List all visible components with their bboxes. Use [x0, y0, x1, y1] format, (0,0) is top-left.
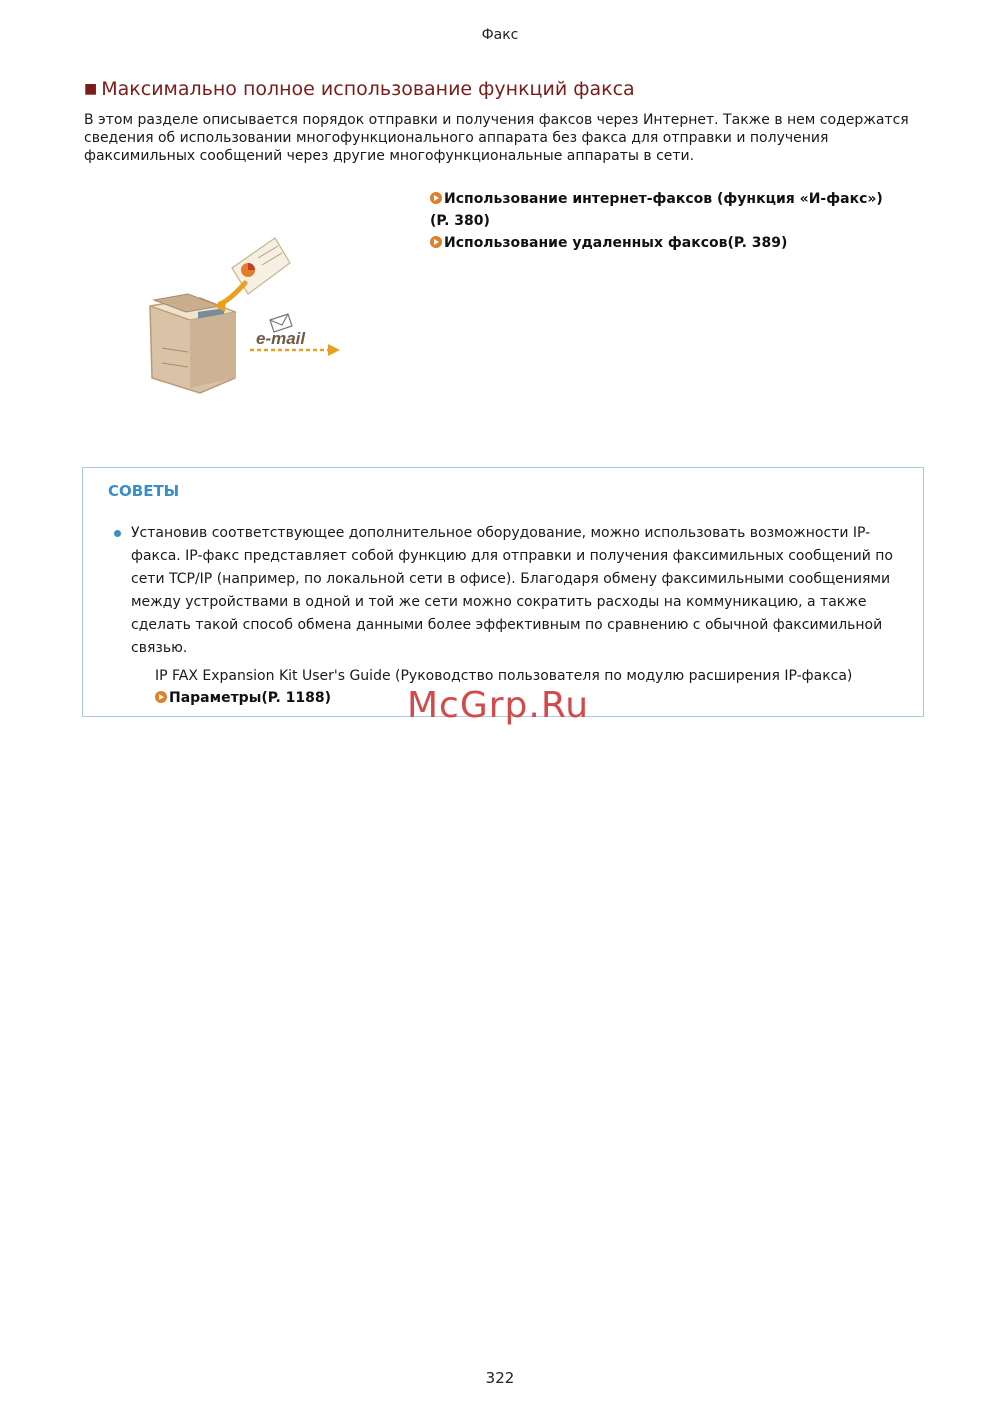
related-links	[430, 188, 900, 254]
arrow-right-icon	[155, 691, 167, 703]
email-label: e-mail	[256, 329, 306, 348]
watermark: McGrp.Ru	[407, 685, 590, 726]
section-title	[84, 78, 635, 100]
square-bullet-icon: ■	[84, 81, 98, 97]
link-internet-fax-label: Использование интернет-факсов (функция «И-факс»)	[444, 191, 883, 207]
link-remote-fax[interactable]	[430, 232, 900, 254]
link-settings[interactable]	[155, 688, 331, 708]
arrow-right-icon	[430, 192, 442, 204]
tips-heading: СОВЕТЫ	[108, 482, 180, 500]
bullet-icon	[114, 530, 121, 537]
guide-reference: IP FAX Expansion Kit User's Guide (Руководство пользователя по модулю расширения IP-факса)	[155, 668, 853, 684]
fax-to-email-illustration	[140, 228, 360, 403]
link-remote-fax-label: Использование удаленных факсов(P. 389)	[444, 235, 788, 251]
arrow-right-icon	[430, 236, 442, 248]
page-number: 322	[485, 1369, 515, 1387]
link-internet-fax[interactable]	[430, 188, 900, 232]
tip-text: Установив соответствующее дополнительное оборудование, можно использовать возможности IP-факса. IP-факс представляет собой функцию для отправки и получения факсимильных сообщений по сети TCP/IP (например, по локальной сети в офисе). Благодаря обмену факсимильными сообщениями между устройствами в одной и той же сети можно сократить расходы на коммуникацию, а также сделать такой способ обмена данными более эффективным по сравнению с обычной факсимильной связью.	[131, 525, 893, 656]
link-internet-fax-page: (P. 380)	[430, 213, 490, 229]
tips-box	[82, 467, 924, 717]
link-settings-label: Параметры(P. 1188)	[169, 690, 332, 706]
page-header-title: Факс	[481, 27, 519, 43]
section-intro: В этом разделе описывается порядок отправки и получения факсов через Интернет. Также в нем содержатся сведения об использовании многофункционального аппарата без факса для отправки и получения факсимильных сообщений через другие многофункциональные аппараты в сети.	[84, 112, 909, 164]
section-title-text: Максимально полное использование функций факса	[101, 78, 635, 100]
